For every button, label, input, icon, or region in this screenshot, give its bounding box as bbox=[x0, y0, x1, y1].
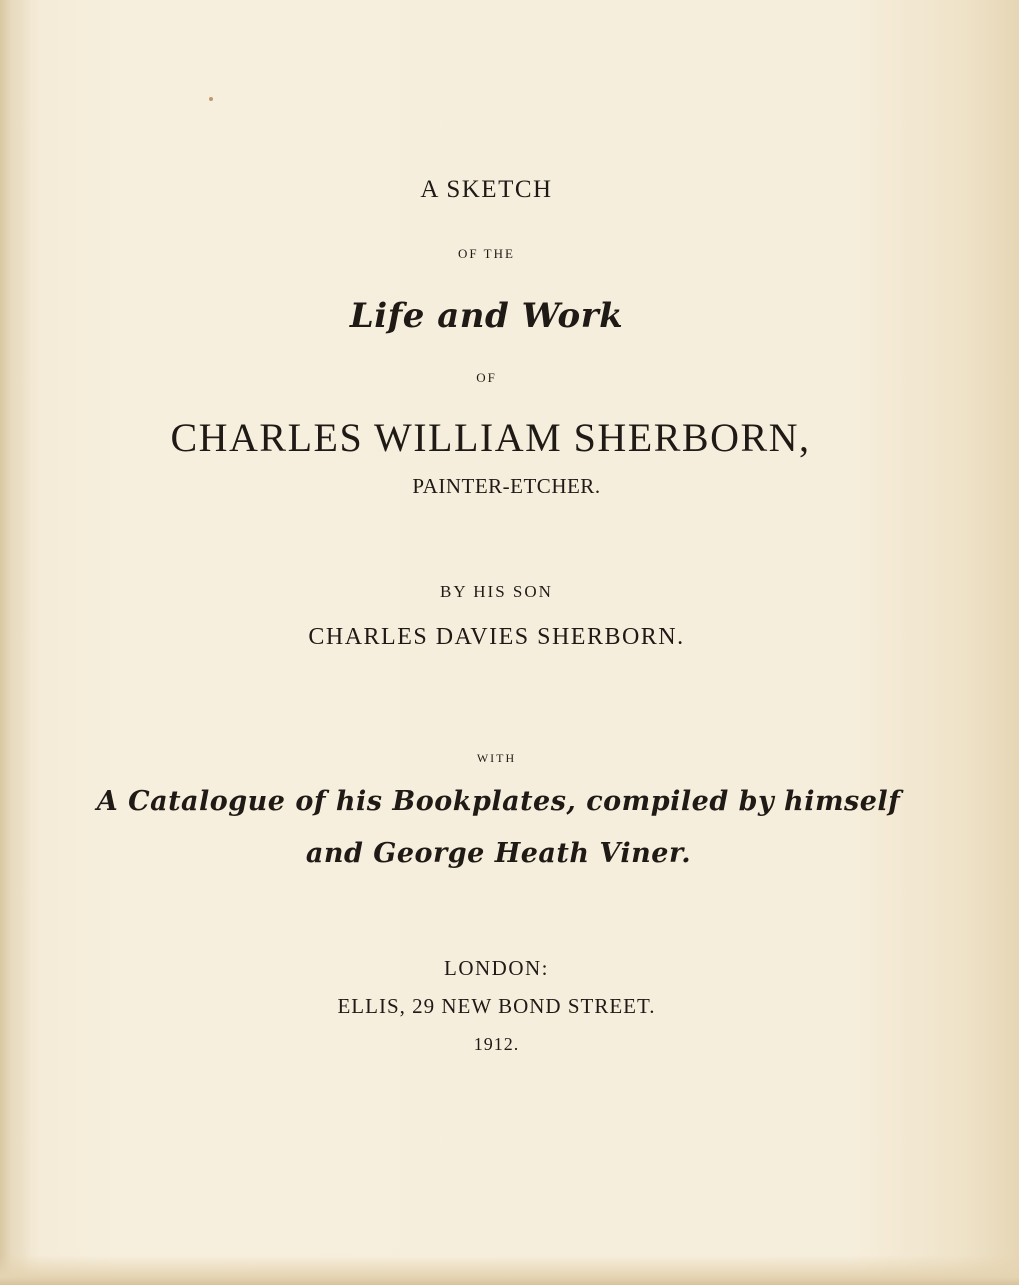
title-of: OF bbox=[476, 370, 497, 385]
subject-role: PAINTER-ETCHER. bbox=[412, 474, 601, 498]
subject-name: CHARLES WILLIAM SHERBORN, bbox=[170, 415, 811, 460]
page-bottom-edge bbox=[0, 1255, 1019, 1285]
by-his-son: BY HIS SON bbox=[440, 582, 553, 601]
author-name: CHARLES DAVIES SHERBORN. bbox=[308, 624, 685, 650]
title-of-the: OF THE bbox=[458, 246, 515, 261]
catalogue-line-2: and George Heath Viner. bbox=[305, 838, 692, 869]
imprint-publisher: ELLIS, 29 NEW BOND STREET. bbox=[337, 994, 656, 1018]
imprint-year: 1912. bbox=[473, 1034, 520, 1054]
catalogue-line-1: A Catalogue of his Bookplates, compiled by himself bbox=[96, 786, 901, 817]
title-a-sketch: A SKETCH bbox=[420, 176, 553, 203]
title-life-and-work: Life and Work bbox=[349, 296, 624, 336]
paper-speck bbox=[209, 97, 213, 101]
with-label: WITH bbox=[476, 751, 517, 765]
imprint-place: LONDON: bbox=[444, 956, 549, 980]
